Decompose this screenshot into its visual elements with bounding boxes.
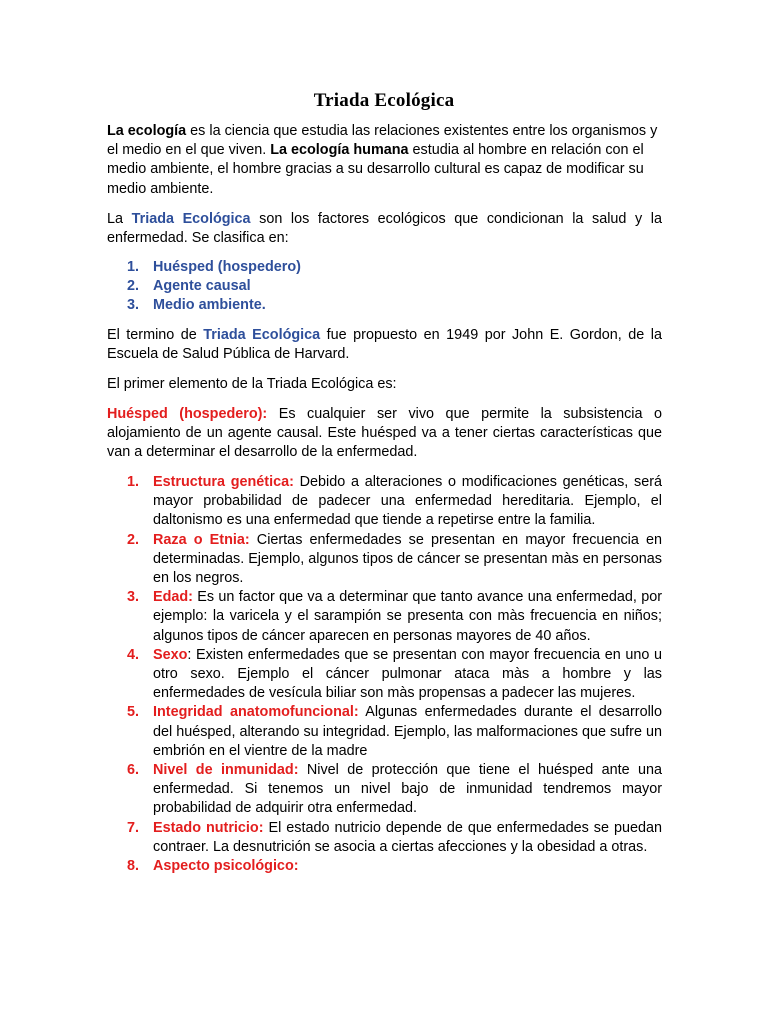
factors-list: [107, 258, 662, 316]
intro-term-ecologia: La ecología: [107, 123, 187, 139]
characteristic-term: Sexo: [153, 646, 188, 663]
characteristics-list: [107, 473, 662, 876]
characteristic-number: 4.: [127, 646, 140, 663]
intro-paragraph: [107, 122, 662, 199]
characteristic-term: Edad:: [153, 589, 193, 606]
factor-label: Huésped (hospedero): [153, 259, 301, 275]
factor-item: [107, 258, 662, 277]
factor-number: 3.: [127, 297, 140, 314]
intro-term-ecologia-humana: La ecología humana: [270, 142, 409, 159]
triada-text: son los factores ecológicos que condicionan la salud y la enfermedad. Se clasifica en:: [107, 211, 662, 247]
history-paragraph: [107, 326, 662, 364]
history-prefix: El termino de: [107, 327, 204, 343]
characteristic-term: Estructura genética:: [153, 474, 294, 490]
characteristic-term: Raza o Etnia:: [153, 531, 250, 548]
characteristic-number: 2.: [127, 531, 140, 548]
host-term: Huésped (hospedero):: [107, 406, 268, 422]
characteristic-item: [107, 588, 662, 646]
characteristic-number: 5.: [127, 704, 140, 721]
triada-term: Triada Ecológica: [131, 211, 251, 227]
history-text: fue propuesto en 1949 por John E. Gordon, de la Escuela de Salud Pública de Harvard.: [107, 327, 662, 363]
characteristic-item: [107, 761, 662, 819]
characteristic-text: Debido a alteraciones o modificaciones genéticas, será mayor probabilidad de padecer una enfermedad hereditaria. Ejemplo, el daltonismo es una enfermedad que tiende a repetirse entre la familia.: [153, 474, 662, 529]
factor-item: [107, 277, 662, 296]
characteristic-number: 6.: [127, 762, 140, 779]
history-term: Triada Ecológica: [203, 327, 321, 343]
characteristic-item: [107, 703, 662, 761]
intro-text-1: es la ciencia que estudia las relaciones existentes entre los organismos y el medio en el que viven.: [107, 123, 658, 159]
first-element-paragraph: El primer elemento de la Triada Ecológica es:: [107, 376, 397, 392]
factor-label: Medio ambiente.: [153, 297, 266, 314]
characteristic-term: Aspecto psicológico:: [153, 858, 299, 875]
triada-paragraph: [107, 210, 662, 248]
characteristic-term: Nivel de inmunidad:: [153, 762, 299, 779]
characteristic-term: Integridad anatomofuncional:: [153, 704, 359, 721]
host-paragraph: [107, 405, 662, 463]
characteristic-number: 1.: [127, 474, 140, 490]
characteristic-item: [107, 646, 662, 704]
page-title: Triada Ecológica: [313, 90, 455, 111]
characteristic-number: 8.: [127, 858, 140, 875]
characteristic-text: Ciertas enfermedades se presentan en mayor frecuencia en determinadas. Ejemplo, algunos tipos de cáncer se presentan màs en personas en los negros.: [153, 531, 662, 587]
characteristic-text: : Existen enfermedades que se presentan con mayor frecuencia en uno u otro sexo. Ejemplo el cáncer pulmonar ataca màs a hombre y las enfermedades de vesícula biliar son màs propensas a padecer las mujeres.: [153, 646, 662, 702]
characteristic-item: [107, 473, 662, 531]
intro-text-2: estudia al hombre en relación con el medio ambiente, el hombre gracias a su desarrollo cultural es capaz de modificar su medio ambiente.: [107, 142, 644, 197]
characteristic-number: 7.: [127, 819, 140, 836]
characteristic-text: Algunas enfermedades durante el desarrollo del huésped, alterando su integridad. Ejemplo, las malformaciones que sufre un embrión en el vientre de la madre: [153, 704, 662, 759]
factor-number: 1.: [127, 259, 140, 275]
characteristic-text: El estado nutricio depende de que enfermedades se puedan contraer. La desnutrición se asocia a ciertas afecciones y la obesidad a otras.: [153, 819, 662, 855]
characteristic-text: Nivel de protección que tiene el huésped ante una enfermedad. Si tenemos un nivel bajo de inmunidad tendremos mayor probabilidad de adquirir otra enfermedad.: [153, 762, 662, 817]
characteristic-term: Estado nutricio:: [153, 819, 264, 836]
factor-item: [107, 296, 662, 315]
factor-number: 2.: [127, 278, 140, 295]
factor-label: Agente causal: [153, 278, 251, 295]
characteristic-item: [107, 531, 662, 589]
characteristic-item: [107, 857, 662, 876]
triada-prefix: La: [107, 211, 132, 227]
characteristic-text: Es un factor que va a determinar que tanto avance una enfermedad, por ejemplo: la varicela y el sarampión se presenta con màs frecuencia en niños; algunos tipos de cáncer aparecen en personas mayores de 40 años.: [153, 589, 662, 644]
characteristic-item: [107, 819, 662, 857]
characteristic-number: 3.: [127, 589, 140, 606]
host-text: Es cualquier ser vivo que permite la subsistencia o alojamiento de un agente causal. Este huésped va a tener ciertas características que van a determinar el desarrollo de la enfermedad.: [107, 406, 662, 461]
